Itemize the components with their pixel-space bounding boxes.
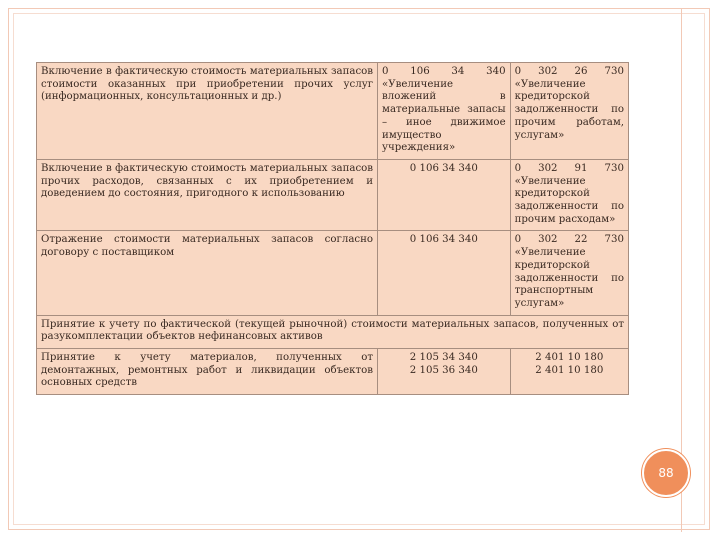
row-5-credit-line-1: 2 401 10 180: [535, 352, 604, 364]
row-1-debit: 0 106 34 340 «Увеличение вложений в материальные запасы – иное движимое имущество учреждения»: [378, 63, 511, 160]
table-row: [37, 63, 629, 160]
table-row: [37, 315, 629, 348]
row-5-credit-line-2: 2 401 10 180: [535, 364, 604, 376]
row-3-debit: 0 106 34 340: [378, 231, 511, 315]
row-5-debit-line-1: 2 105 34 340: [409, 352, 478, 364]
page-number-badge: 88: [642, 449, 690, 497]
row-5-description: Принятие к учету материалов, полученных от демонтажных, ремонтных работ и ликвидации объектов основных средств: [37, 349, 378, 395]
table-row: [37, 231, 629, 315]
row-2-debit: 0 106 34 340: [378, 159, 511, 231]
table-row: [37, 159, 629, 231]
row-5-debit: [378, 349, 511, 395]
row-3-credit: 0 302 22 730 «Увеличение кредиторской задолженности по транспортным услугам»: [510, 231, 628, 315]
row-1-description: Включение в фактическую стоимость материальных запасов стоимости оказанных при приобретении прочих услуг (информационных, консультационных и др.): [37, 63, 378, 160]
accounting-entries-table: [36, 62, 629, 395]
row-5-debit-line-2: 2 105 36 340: [409, 364, 478, 376]
row-3-description: Отражение стоимости материальных запасов согласно договору с поставщиком: [37, 231, 378, 315]
row-2-credit: 0 302 91 730 «Увеличение кредиторской задолженности по прочим расходам»: [510, 159, 628, 231]
row-2-description: Включение в фактическую стоимость материальных запасов прочих расходов, связанных с их приобретением и доведением до состояния, пригодного к использованию: [37, 159, 378, 231]
row-1-credit: 0 302 26 730 «Увеличение кредиторской задолженности по прочим работам, услугам»: [510, 63, 628, 160]
section-heading-row: Принятие к учету по фактической (текущей рыночной) стоимости материальных запасов, полученных от разукомплектации объектов нефинансовых активов: [37, 315, 629, 348]
table-row: [37, 349, 629, 395]
row-5-credit: [510, 349, 628, 395]
